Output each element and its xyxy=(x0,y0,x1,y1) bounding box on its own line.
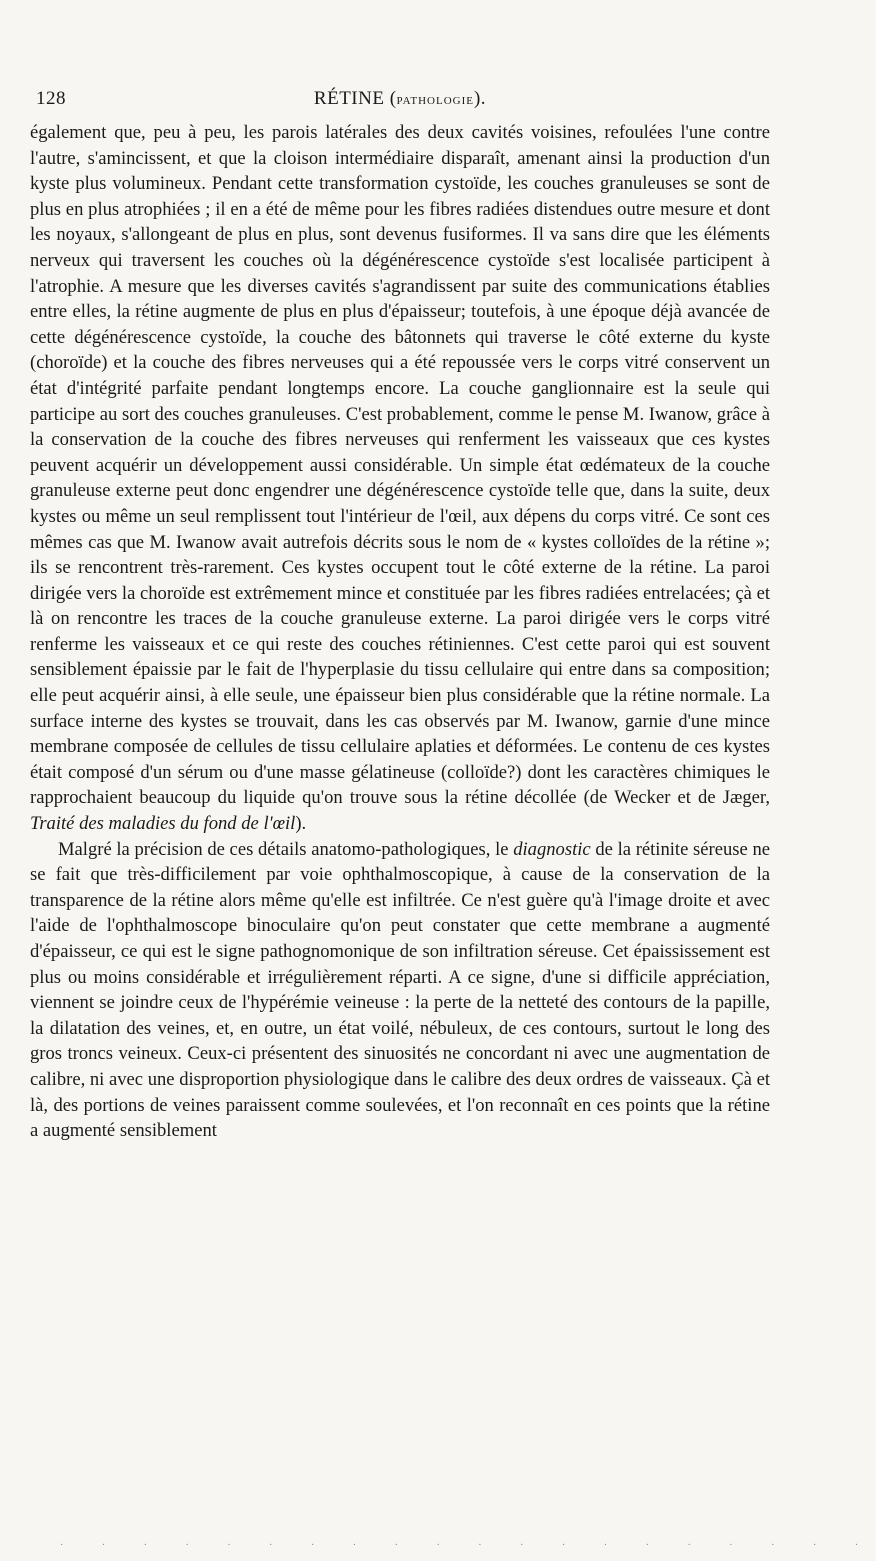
running-head xyxy=(30,88,770,120)
paragraph-text: également que, peu à peu, les parois latérales des deux cavités voisines, refoulées l'une contre l'autre, s'amincissent, et que la cloison intermédiaire disparaît, amenant ainsi la production d'un kyste plus volumineux. Pendant cette transformation cystoïde, les couches granuleuses se sont de plus en plus atrophiées ; il en a été de même pour les fibres radiées distendues outre mesure et dont les noyaux, s'allongeant de plus en plus, sont devenus fusiformes. Il va sans dire que les éléments nerveux qui traversent les couches où la dégénérescence cystoïde s'est localisée participent à l'atrophie. A mesure que les diverses cavités s'agrandissent par suite des communications établies entre elles, la rétine augmente de plus en plus d'épaisseur; toutefois, à une époque déjà avancée de cette dégénérescence cystoïde, la couche des bâtonnets qui traverse le côté externe du kyste (choroïde) et la couche des fibres nerveuses qui a été repoussée vers le corps vitré conservent un état d'intégrité parfaite pendant longtemps encore. La couche ganglionnaire est la seule qui participe au sort des couches granuleuses. C'est probablement, comme le pense M. Iwanow, grâce à la conservation de la couche des fibres nerveuses qui renferment les vaisseaux que ces kystes peuvent acquérir un développement aussi considérable. Un simple état œdémateux de la couche granuleuse externe peut donc engendrer une dégénérescence cystoïde telle que, dans la suite, deux kystes ou même un seul remplissent tout l'intérieur de l'œil, aux dépens du corps vitré. Ce sont ces mêmes cas que M. Iwanow avait autrefois décrits sous le nom de « kystes colloïdes de la rétine »; ils se rencontrent très-rarement. Ces kystes occupent tout le côté externe de la rétine. La paroi dirigée vers la choroïde est extrêmement mince et constituée par les fibres radiées entrelacées; çà et là on rencontre les traces de la couche granuleuse externe. La paroi dirigée vers le corps vitré renferme les vaisseaux et ce qui reste des couches rétiniennes. C'est cette paroi qui est souvent sensiblement épaissie par le fait de l'hyperplasie du tissu cellulaire qui entre dans sa composition; elle peut acquérir ainsi, à elle seule, une épaisseur bien plus considérable que la rétine normale. La surface interne des kystes se trouvait, dans les cas observés par M. Iwanow, garnie d'une mince membrane composée de cellules de tissu cellulaire aplaties et déformées. Le contenu de ces kystes était composé d'un sérum ou d'une masse gélatineuse (colloïde?) dont les caractères chimiques le rapprochaient beaucoup du liquide qu'on trouve sous la rétine décollée (de Wecker et de Jæger, xyxy=(30,122,770,809)
paragraph-2 xyxy=(30,837,770,1144)
running-title-main: RÉTINE xyxy=(313,88,385,109)
emphasized-term: diagnostic xyxy=(513,838,591,860)
running-title-close: ). xyxy=(473,88,487,109)
running-title-open: ( xyxy=(389,88,397,109)
page-number: 128 xyxy=(36,88,66,109)
paragraph-text: Malgré la précision de ces détails anatomo-pathologiques, le xyxy=(58,838,514,860)
running-title xyxy=(30,88,770,110)
paragraph-text: de la rétinite séreuse ne se fait que très-difficilement par voie ophthalmoscopique, à cause de la conservation de la transparence de la rétine alors même qu'elle est infiltrée. Ce n'est guère qu'à l'image droite et avec l'aide de l'ophthalmoscope binoculaire qu'on peut constater que cette membrane a augmenté d'épaisseur, ce qui est le signe pathognomonique de son infiltration séreuse. Cet épaississement est plus ou moins considérable et irrégulièrement réparti. A ce signe, d'une si difficile appréciation, viennent se joindre ceux de l'hypérémie veineuse : la perte de la netteté des contours de la papille, la dilatation des veines, et, en outre, un état voilé, nébuleux, de ces contours, surtout le long des gros troncs veineux. Ceux-ci présentent des sinuosités ne concordant ni avec une augmentation de calibre, ni avec une disproportion physiologique dans le calibre des deux ordres de vaisseaux. Çà et là, des portions de veines paraissent comme soulevées, et l'on reconnaît en ces points que la rétine a augmenté sensiblement xyxy=(30,838,770,1142)
paragraph-text: ). xyxy=(295,813,307,835)
scan-noise-marks: · · · · · · · · · · · · · · · · · · · · xyxy=(60,1540,876,1551)
running-title-subtitle: pathologie xyxy=(396,92,474,108)
body-text xyxy=(30,120,770,1144)
book-title-citation: Traité des maladies du fond de l'œil xyxy=(30,813,296,835)
paragraph-1 xyxy=(30,120,770,837)
book-page xyxy=(30,88,770,1144)
